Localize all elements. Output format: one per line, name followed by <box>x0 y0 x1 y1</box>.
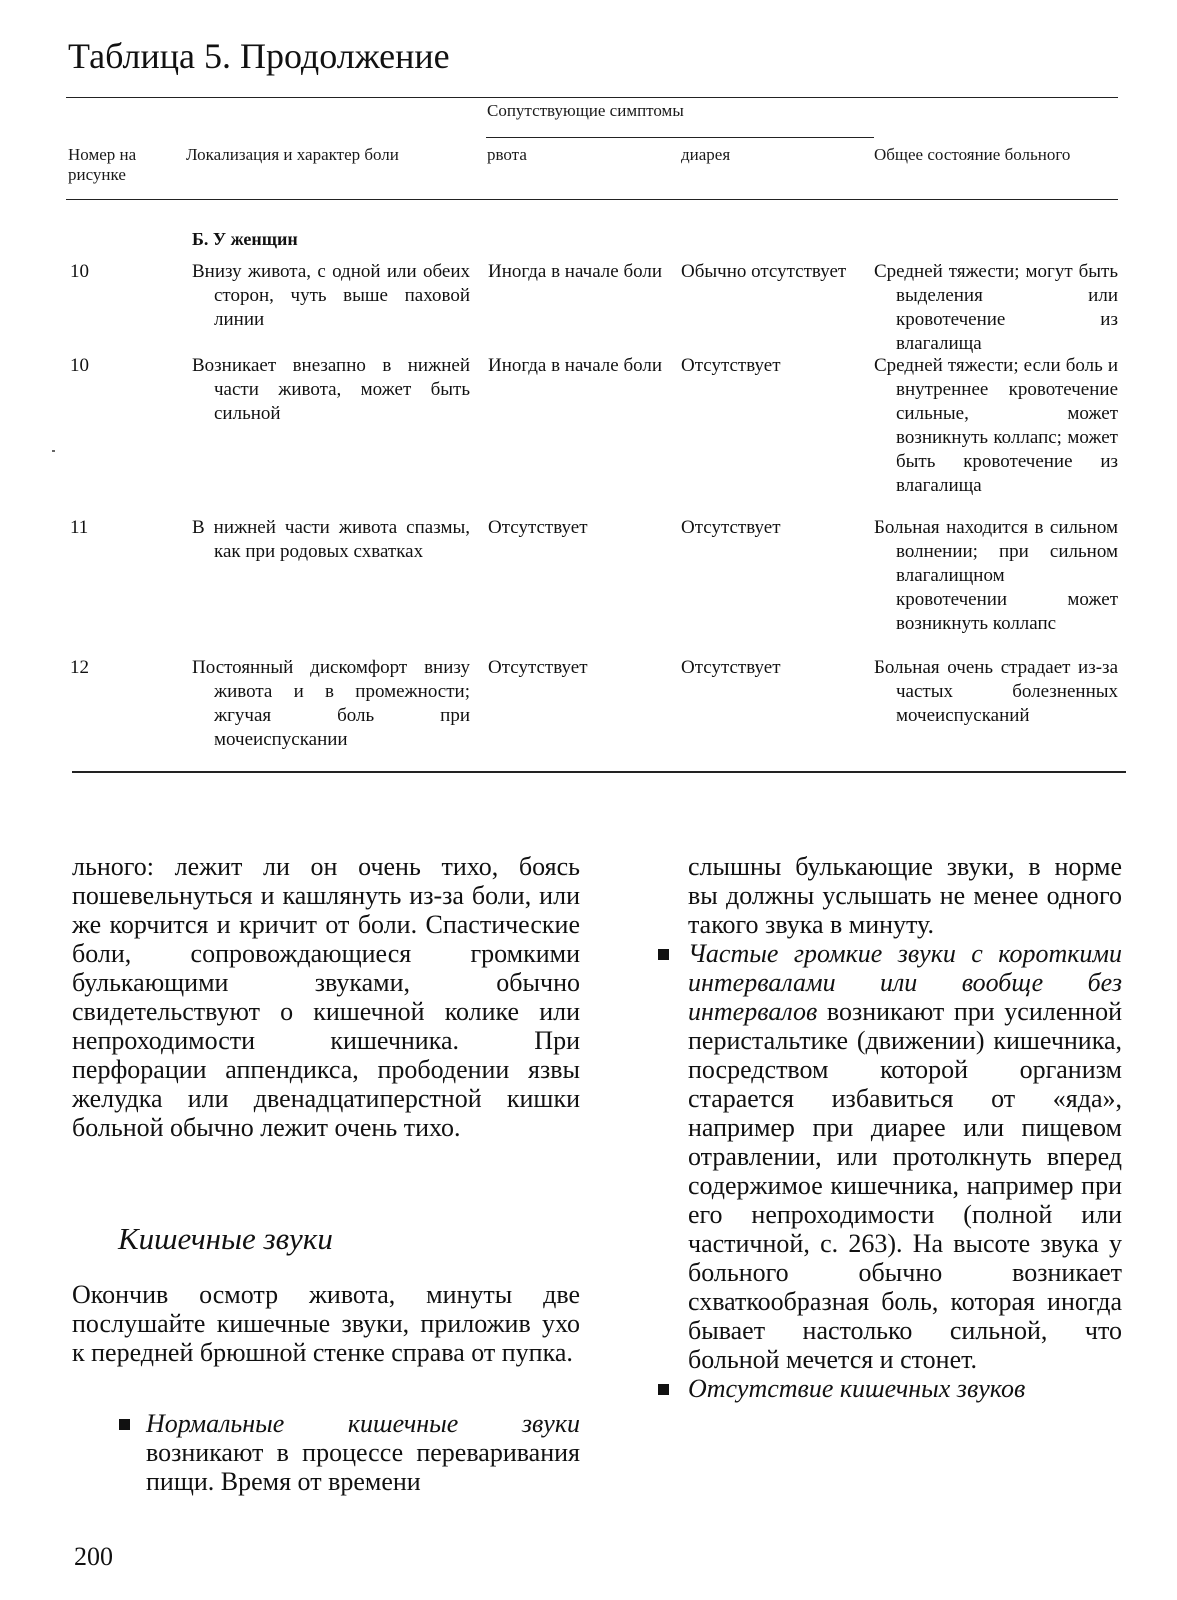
table-section-label: Б. У женщин <box>192 229 298 249</box>
row-diarrhea: Отсутствует <box>681 657 781 678</box>
left-column-paragraph <box>72 852 580 1142</box>
row-number: 10 <box>70 261 89 282</box>
row-state: Средней тяжести; если боль и внутреннее кровотечение сильные, может возникнуть коллапс; может быть кровотечение из влагалища <box>874 355 1118 496</box>
row-vomiting: Иногда в начале боли <box>488 355 663 376</box>
row-location: В нижней части живота спазмы, как при родовых схватках <box>192 517 470 562</box>
row-number: 11 <box>70 517 89 538</box>
row-location: Возникает внезапно в нижней части живота, может быть сильной <box>192 355 470 424</box>
header-accompanying-symptoms: Сопутствующие симптомы <box>487 101 684 120</box>
row-state: Больная очень страдает из-за частых болезненных мочеиспусканий <box>874 657 1118 726</box>
header-figure-number: Номер на рисунке <box>68 145 137 184</box>
bullet-text: возникают при усиленной перистальтике (движении) кишечника, посредством которой организм старается избавиться от «яда», например при диарее или пищевом отравлении, или протолкнуть вперед содержимое кишечника, например при его непроходимости (полной или частичной, с. 263). На высоте звука у больного обычно возникает схваткообразная боль, которая иногда бывает настолько сильной, что больной мечется и стонет. <box>688 997 1122 1374</box>
bullet-continuation: слышны булькающие звуки, в норме вы должны услышать не менее одного такого звука в минуту. <box>688 852 1122 939</box>
paragraph-text: льного: лежит ли он очень тихо, боясь пошевельнуться и кашлянуть из-за боли, или же корчится и кричит от боли. Спастические боли, сопровождающиеся громкими булькающими звуками, обычно свидетельствуют о кишечной колике или непроходимости кишечника. При перфорации аппендикса, прободении язвы желудка или двенадцатиперстной кишки больной обычно лежит очень тихо. <box>72 852 580 1142</box>
row-number: 10 <box>70 355 89 376</box>
bullet-square-icon <box>658 949 669 960</box>
group-header-rule <box>486 137 874 138</box>
row-diarrhea: Отсутствует <box>681 355 781 376</box>
table-title: Таблица 5. Продолжение <box>68 36 450 76</box>
row-location: Постоянный дискомфорт внизу живота и в промежности; жгучая боль при мочеиспускании <box>192 657 470 750</box>
right-column <box>672 852 1122 1403</box>
row-vomiting: Иногда в начале боли <box>488 261 663 282</box>
bullet-square-icon <box>658 1384 669 1395</box>
page-number: 200 <box>74 1542 113 1571</box>
scan-speck <box>52 450 55 452</box>
left-column-paragraph-2: Окончив осмотр живота, минуты две послушайте кишечные звуки, приложив ухо к передней брюшной стенке справа от пупка. <box>72 1280 580 1367</box>
bullet-square-icon <box>119 1419 130 1430</box>
row-diarrhea: Обычно отсутствует <box>681 261 847 282</box>
bullet-item <box>672 939 1122 1374</box>
row-vomiting: Отсутствует <box>488 657 588 678</box>
header-vomiting: рвота <box>487 145 527 164</box>
row-location: Внизу живота, с одной или обеих сторон, чуть выше паховой линии <box>192 261 470 330</box>
bullet-text: возникают в процессе переваривания пищи. Время от времени <box>146 1438 580 1496</box>
row-state: Средней тяжести; могут быть выделения или кровотечение из влагалища <box>874 261 1118 354</box>
header-general-state: Общее состояние больного <box>874 145 1071 164</box>
bullet-term: Отсутствие кишечных звуков <box>688 1374 1026 1403</box>
section-subheading: Кишечные звуки <box>118 1221 333 1256</box>
row-vomiting: Отсутствует <box>488 517 588 538</box>
bullet-term: Частые громкие звуки с короткими интервалами или вообще без интервалов <box>688 939 1122 1026</box>
header-diarrhea: диарея <box>681 145 731 164</box>
bullet-item <box>116 1409 580 1496</box>
bullet-term: Нормальные кишечные звуки <box>146 1409 580 1438</box>
bullet-item <box>672 1374 1122 1403</box>
row-number: 12 <box>70 657 89 678</box>
row-diarrhea: Отсутствует <box>681 517 781 538</box>
table-bottom-rule <box>72 771 1126 773</box>
row-state: Больная находится в сильном волнении; при сильном влагалищном кровотечении может возникнуть коллапс <box>874 517 1118 634</box>
header-pain-location: Локализация и характер боли <box>186 145 399 164</box>
table-top-rule <box>66 97 1118 98</box>
table-header-rule <box>66 199 1118 200</box>
